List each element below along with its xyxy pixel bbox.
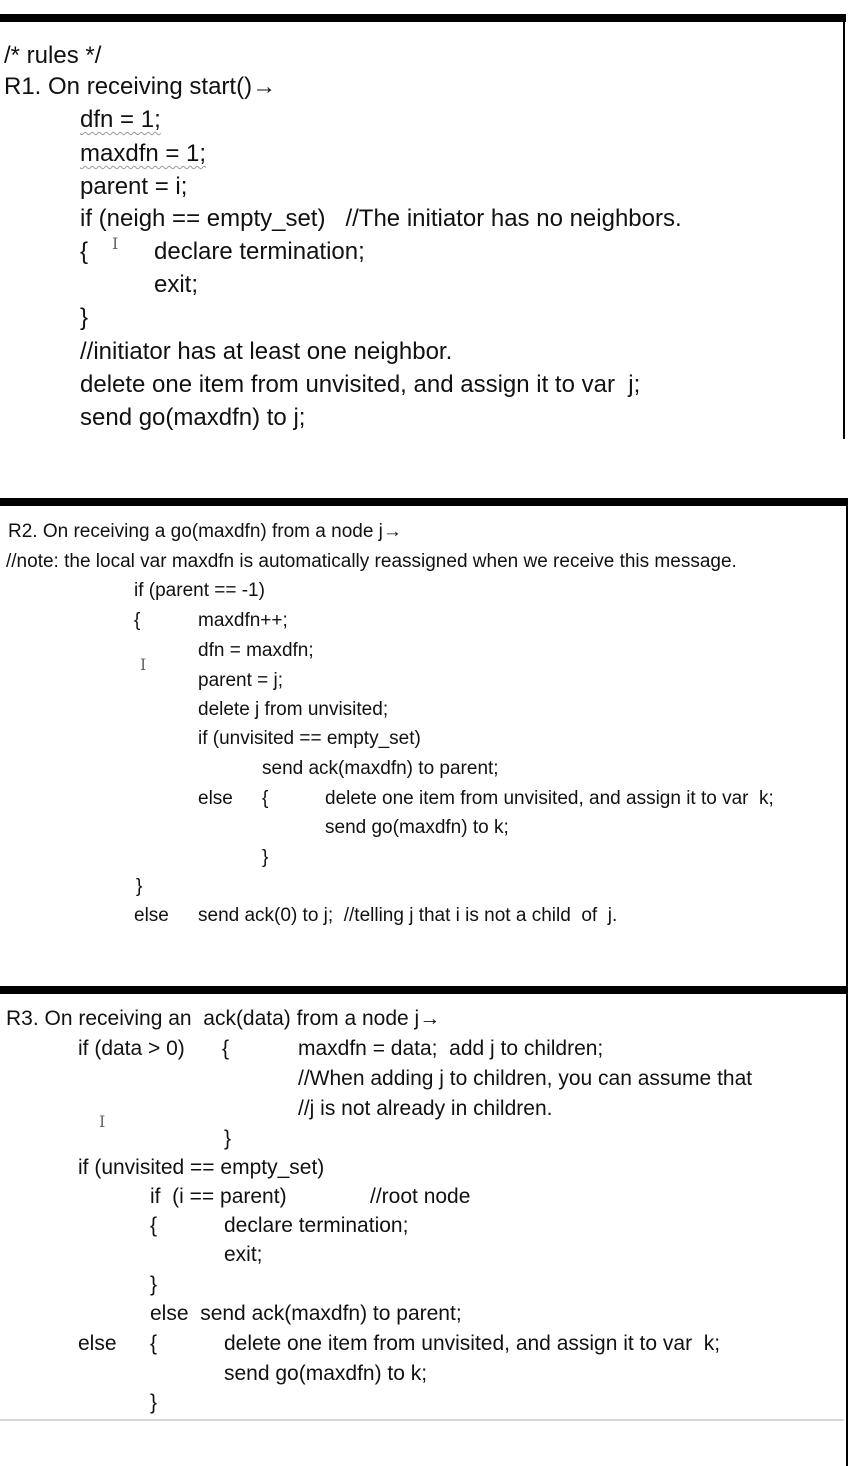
code-line: maxdfn = data; add j to children; [298,1037,604,1060]
comment-line: //note: the local var maxdfn is automatically reassigned when we receive this message. [6,551,737,572]
code-line: exit; [154,271,199,298]
code-line: } [150,1391,158,1414]
code-line: maxdfn = 1; [80,140,207,167]
code-line: else [134,905,169,926]
comment-line: //j is not already in children. [298,1097,553,1120]
right-border-top [843,14,845,439]
code-line: dfn = 1; [80,106,161,133]
code-line: declare termination; [224,1214,409,1237]
code-line: parent = j; [198,670,284,691]
text-cursor-icon: I [140,655,147,674]
code-line: send go(maxdfn) to j; [80,404,306,431]
section-divider-2 [0,986,848,994]
code-line: send go(maxdfn) to k; [224,1362,428,1385]
code-line: { [80,238,89,265]
code-line: dfn = maxdfn; [198,640,314,661]
code-line: } [150,1273,158,1296]
top-divider [0,14,846,22]
code-line: } [224,1127,232,1150]
code-line: } [80,304,89,331]
code-line: maxdfn++; [198,610,288,631]
code-line: delete one item from unvisited, and assign it to var k; [224,1332,721,1355]
text-cursor-icon: I [99,1112,106,1131]
code-line: send go(maxdfn) to k; [325,817,509,838]
rule-heading: R3. On receiving an ack(data) from a node j→ [6,1007,441,1030]
code-line: { [150,1214,158,1237]
comment-line: //When adding j to children, you can assume that [298,1067,753,1090]
text-cursor-icon: I [112,234,119,253]
section-divider-1 [0,498,848,506]
code-line: else [78,1332,117,1355]
code-line: send ack(0) to j; //telling j that i is not a child of j. [198,905,618,926]
code-line: } [136,876,143,897]
code-line: delete one item from unvisited, and assign it to var j; [80,371,641,398]
code-line: if (neigh == empty_set) //The initiator has no neighbors. [80,205,682,232]
rule-heading: R2. On receiving a go(maxdfn) from a node j→ [8,521,402,542]
comment-line: //root node [370,1185,471,1208]
rule-heading: R1. On receiving start()→ [4,73,277,100]
bottom-rule [0,1419,844,1421]
code-line: else [198,788,233,809]
code-line: delete j from unvisited; [198,699,389,720]
code-line: declare termination; [154,238,365,265]
code-line: if (data > 0) [78,1037,185,1060]
code-line: { [262,788,269,809]
code-line: if (parent == -1) [134,580,265,601]
comment-line: //initiator has at least one neighbor. [80,338,453,365]
code-line: if (unvisited == empty_set) [198,728,421,749]
code-line: if (unvisited == empty_set) [78,1156,325,1179]
code-line: delete one item from unvisited, and assign it to var k; [325,788,774,809]
code-line: else send ack(maxdfn) to parent; [150,1302,462,1325]
code-line: /* rules */ [4,42,102,69]
code-line: { [150,1332,158,1355]
code-line: { [134,610,141,631]
code-line: { [222,1037,230,1060]
code-line: } [262,847,269,868]
code-line: parent = i; [80,173,188,200]
code-line: exit; [224,1243,263,1266]
code-line: send ack(maxdfn) to parent; [262,758,499,779]
code-line: if (i == parent) [150,1185,287,1208]
